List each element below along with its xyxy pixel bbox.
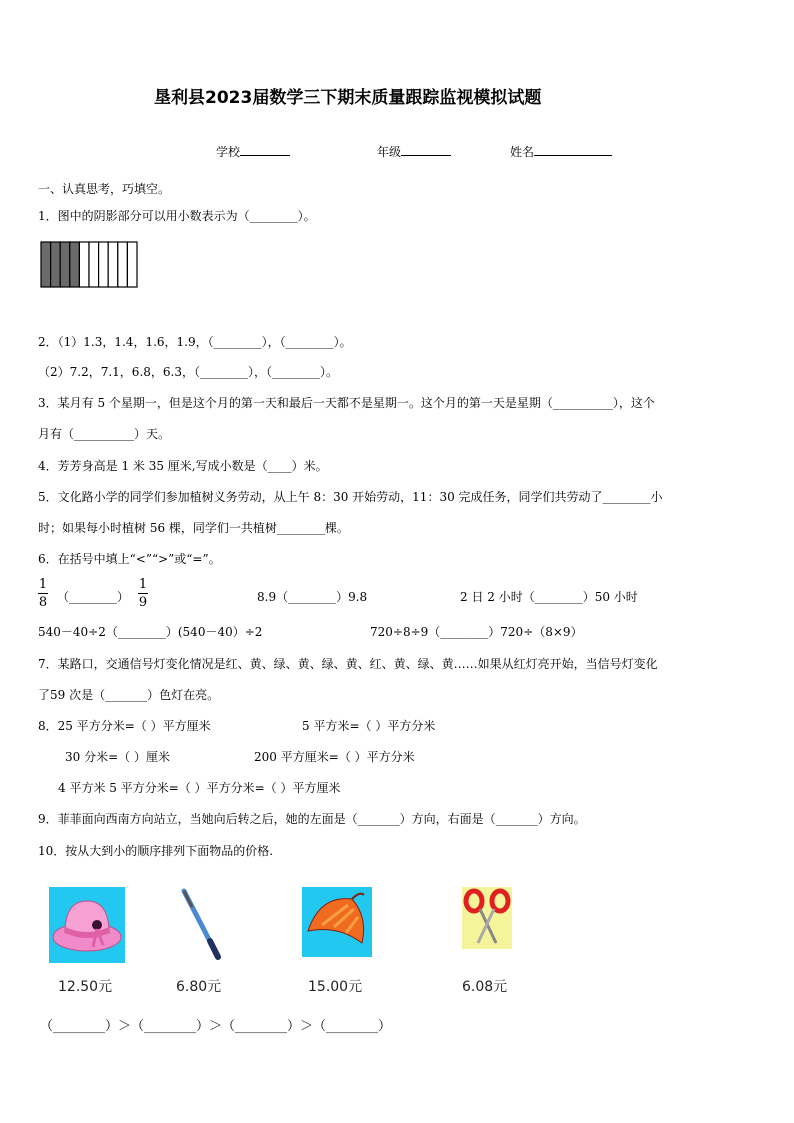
question-8-e: 4 平方米 5 平方分米=（ ）平方分米=（ ）平方厘米 xyxy=(58,781,341,795)
grade-blank[interactable] xyxy=(401,143,451,156)
question-1: 1．图中的阴影部分可以用小数表示为（________）。 xyxy=(38,209,316,223)
question-7-line2: 了59 次是（_______）色灯在亮。 xyxy=(38,688,220,702)
name-blank[interactable] xyxy=(534,143,612,156)
fraction-one-eighth xyxy=(38,578,48,609)
price-hat: 12.50元 xyxy=(58,979,113,995)
question-5-line1: 5．文化路小学的同学们参加植树义务劳动，从上午 8：30 开始劳动，11：30 完成任务，同学们共劳动了________小 xyxy=(38,490,663,504)
name-field[interactable] xyxy=(510,143,612,158)
name-label: 姓名 xyxy=(510,145,535,159)
umbrella-icon xyxy=(302,887,372,957)
shaded-strips-figure xyxy=(40,241,140,288)
shaded-strip xyxy=(51,242,61,287)
school-label: 学校 xyxy=(216,145,241,159)
fraction-numerator: 1 xyxy=(138,577,148,592)
fraction-bar xyxy=(38,593,48,594)
question-8-c: 30 分米=（ ）厘米 xyxy=(65,750,170,764)
question-8-a: 8．25 平方分米=（ ）平方厘米 xyxy=(38,719,211,733)
question-3-line1: 3．某月有 5 个星期一，但是这个月的第一天和最后一天都不是星期一。这个月的第一天是星期（__________），这个 xyxy=(38,396,655,410)
question-8-d: 200 平方厘米=（ ）平方分米 xyxy=(254,750,415,764)
question-4: 4．芳芳身高是 1 米 35 厘米,写成小数是（____）米。 xyxy=(38,459,328,473)
question-10: 10．按从大到小的顺序排列下面物品的价格. xyxy=(38,844,274,858)
question-3-line2: 月有（__________）天。 xyxy=(38,427,171,441)
question-5-line2: 时；如果每小时植树 56 棵，同学们一共植树________棵。 xyxy=(38,521,349,535)
blank-strip xyxy=(108,242,118,287)
fraction-one-ninth xyxy=(138,578,148,609)
question-7-line1: 7．某路口，交通信号灯变化情况是红、黄、绿、黄、绿、黄、红、黄、绿、黄……如果从红灯亮开始，当信号灯变化 xyxy=(38,657,658,671)
question-8-b: 5 平方米=（ ）平方分米 xyxy=(302,719,436,733)
compare-blank: （________） xyxy=(57,590,130,604)
fraction-denominator: 9 xyxy=(138,595,148,610)
shaded-strip xyxy=(41,242,51,287)
price-pen: 6.80元 xyxy=(176,979,222,995)
blank-strip xyxy=(118,242,128,287)
answer-line: （________）＞（________）＞（________）＞（________） xyxy=(40,1019,392,1034)
blank-strip xyxy=(79,242,89,287)
fraction-denominator: 8 xyxy=(38,595,48,610)
compare-item-3: 2 日 2 小时（________）50 小时 xyxy=(460,590,638,604)
section-heading: 一、认真思考，巧填空。 xyxy=(38,182,171,196)
shaded-strip xyxy=(60,242,70,287)
compare-item-5: 720÷8÷9（________）720÷（8×9） xyxy=(370,625,583,639)
question-9: 9．菲菲面向西南方向站立，当她向后转之后，她的左面是（_______）方向，右面是（_______）方向。 xyxy=(38,812,586,826)
page-title: 垦利县2023届数学三下期末质量跟踪监视模拟试题 xyxy=(154,88,542,108)
compare-item-4: 540－40÷2（________）(540－40）÷2 xyxy=(38,625,263,639)
blank-strip xyxy=(127,242,137,287)
hat-icon xyxy=(49,887,125,963)
grade-label: 年级 xyxy=(377,145,402,159)
price-umbrella: 15.00元 xyxy=(308,979,363,995)
school-field[interactable] xyxy=(216,143,290,158)
compare-item-2: 8.9（________）9.8 xyxy=(257,590,368,604)
blank-strip xyxy=(99,242,109,287)
pen-icon xyxy=(178,887,228,963)
scissors-icon xyxy=(462,887,512,949)
school-blank[interactable] xyxy=(240,143,290,156)
question-6: 6．在括号中填上“<”“>”或“=”。 xyxy=(38,552,221,566)
shaded-strip xyxy=(70,242,80,287)
price-scissors: 6.08元 xyxy=(462,979,508,995)
fraction-bar xyxy=(138,593,148,594)
question-2-part2: （2）7.2，7.1，6.8，6.3，（________），（________）。 xyxy=(38,365,338,379)
grade-field[interactable] xyxy=(377,143,451,158)
fraction-numerator: 1 xyxy=(38,577,48,592)
blank-strip xyxy=(89,242,99,287)
question-2-part1: 2．（1）1.3，1.4，1.6，1.9，（________），（________）。 xyxy=(38,335,352,349)
